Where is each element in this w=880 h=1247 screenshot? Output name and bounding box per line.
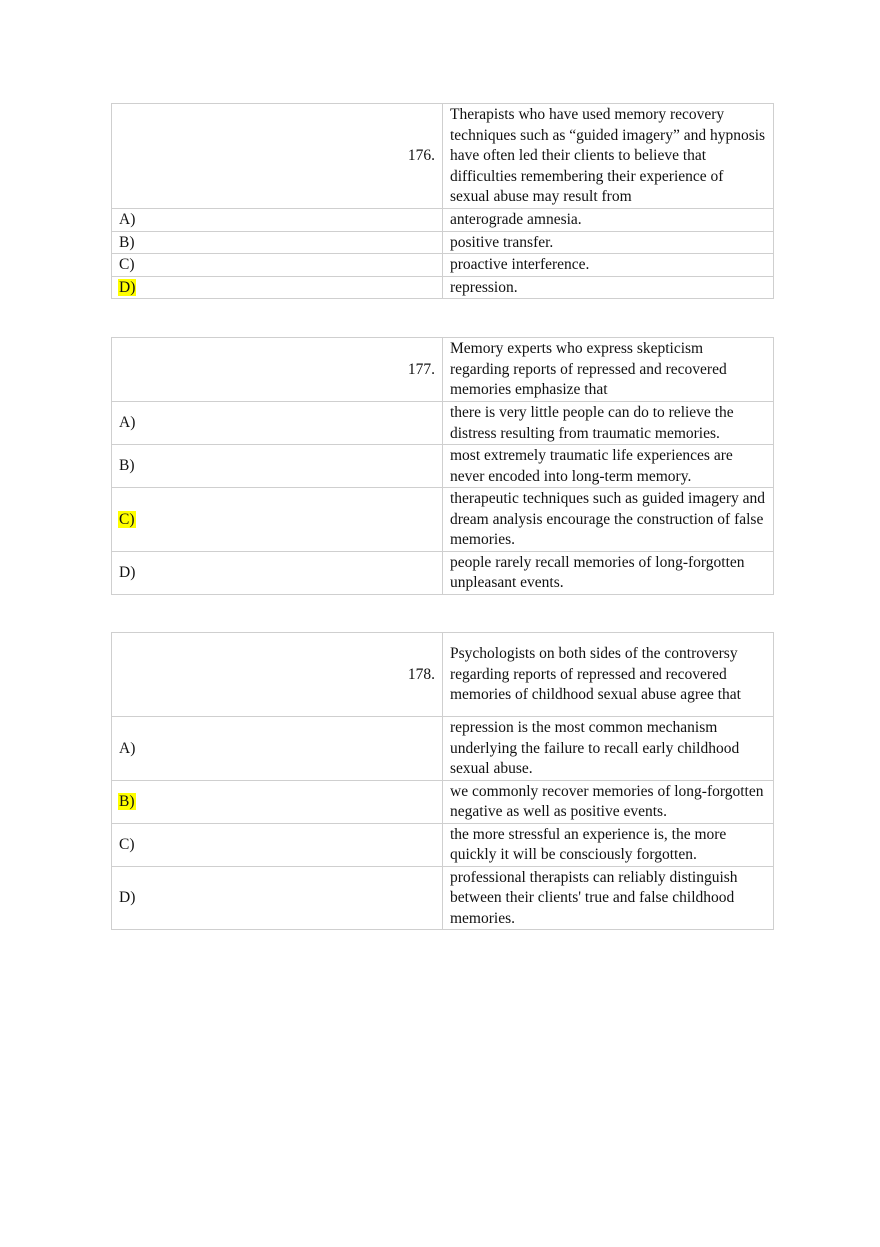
option-text: people rarely recall memories of long-forgotten unpleasant events.: [443, 551, 774, 594]
option-row: [112, 780, 774, 823]
option-row: [112, 445, 774, 488]
question-stem: Therapists who have used memory recovery techniques such as “guided imagery” and hypnosis have often led their clients to believe that difficulties remembering their experience of sexual abuse may result from: [443, 104, 774, 209]
option-letter: A): [112, 209, 443, 232]
question-number: 178.: [112, 633, 443, 717]
question-stem: Memory experts who express skepticism regarding reports of repressed and recovered memories emphasize that: [443, 338, 774, 402]
option-letter: B): [112, 231, 443, 254]
question-table-176: [111, 103, 774, 299]
option-letter-cell: [112, 780, 443, 823]
question-number: 177.: [112, 338, 443, 402]
question-number: 176.: [112, 104, 443, 209]
option-row: [112, 209, 774, 232]
option-row: [112, 488, 774, 552]
question-table-178: [111, 632, 774, 930]
option-text: therapeutic techniques such as guided imagery and dream analysis encourage the construction of false memories.: [443, 488, 774, 552]
option-letter-cell: [112, 276, 443, 299]
option-letter: D): [112, 551, 443, 594]
option-letter: B): [112, 445, 443, 488]
option-text: repression is the most common mechanism underlying the failure to recall early childhood sexual abuse.: [443, 717, 774, 781]
option-letter: A): [112, 717, 443, 781]
highlighted-answer-letter: C): [119, 510, 135, 528]
option-row: [112, 276, 774, 299]
option-text: repression.: [443, 276, 774, 299]
option-letter: D): [112, 866, 443, 930]
question-table-177: [111, 337, 774, 595]
question-row: [112, 338, 774, 402]
option-text: proactive interference.: [443, 254, 774, 277]
option-text: there is very little people can do to relieve the distress resulting from traumatic memories.: [443, 402, 774, 445]
option-row: [112, 551, 774, 594]
question-row: [112, 104, 774, 209]
option-text: anterograde amnesia.: [443, 209, 774, 232]
option-row: [112, 866, 774, 930]
option-letter: A): [112, 402, 443, 445]
option-letter: C): [112, 823, 443, 866]
highlighted-answer-letter: B): [119, 792, 135, 810]
option-letter: C): [112, 254, 443, 277]
option-row: [112, 402, 774, 445]
question-row: [112, 633, 774, 717]
option-letter-cell: [112, 488, 443, 552]
option-text: we commonly recover memories of long-forgotten negative as well as positive events.: [443, 780, 774, 823]
option-text: positive transfer.: [443, 231, 774, 254]
option-row: [112, 717, 774, 781]
option-row: [112, 231, 774, 254]
option-text: the more stressful an experience is, the more quickly it will be consciously forgotten.: [443, 823, 774, 866]
option-row: [112, 823, 774, 866]
question-stem: Psychologists on both sides of the controversy regarding reports of repressed and recovered memories of childhood sexual abuse agree that: [443, 633, 774, 717]
option-text: professional therapists can reliably distinguish between their clients' true and false childhood memories.: [443, 866, 774, 930]
option-text: most extremely traumatic life experiences are never encoded into long-term memory.: [443, 445, 774, 488]
option-row: [112, 254, 774, 277]
highlighted-answer-letter: D): [119, 278, 136, 296]
